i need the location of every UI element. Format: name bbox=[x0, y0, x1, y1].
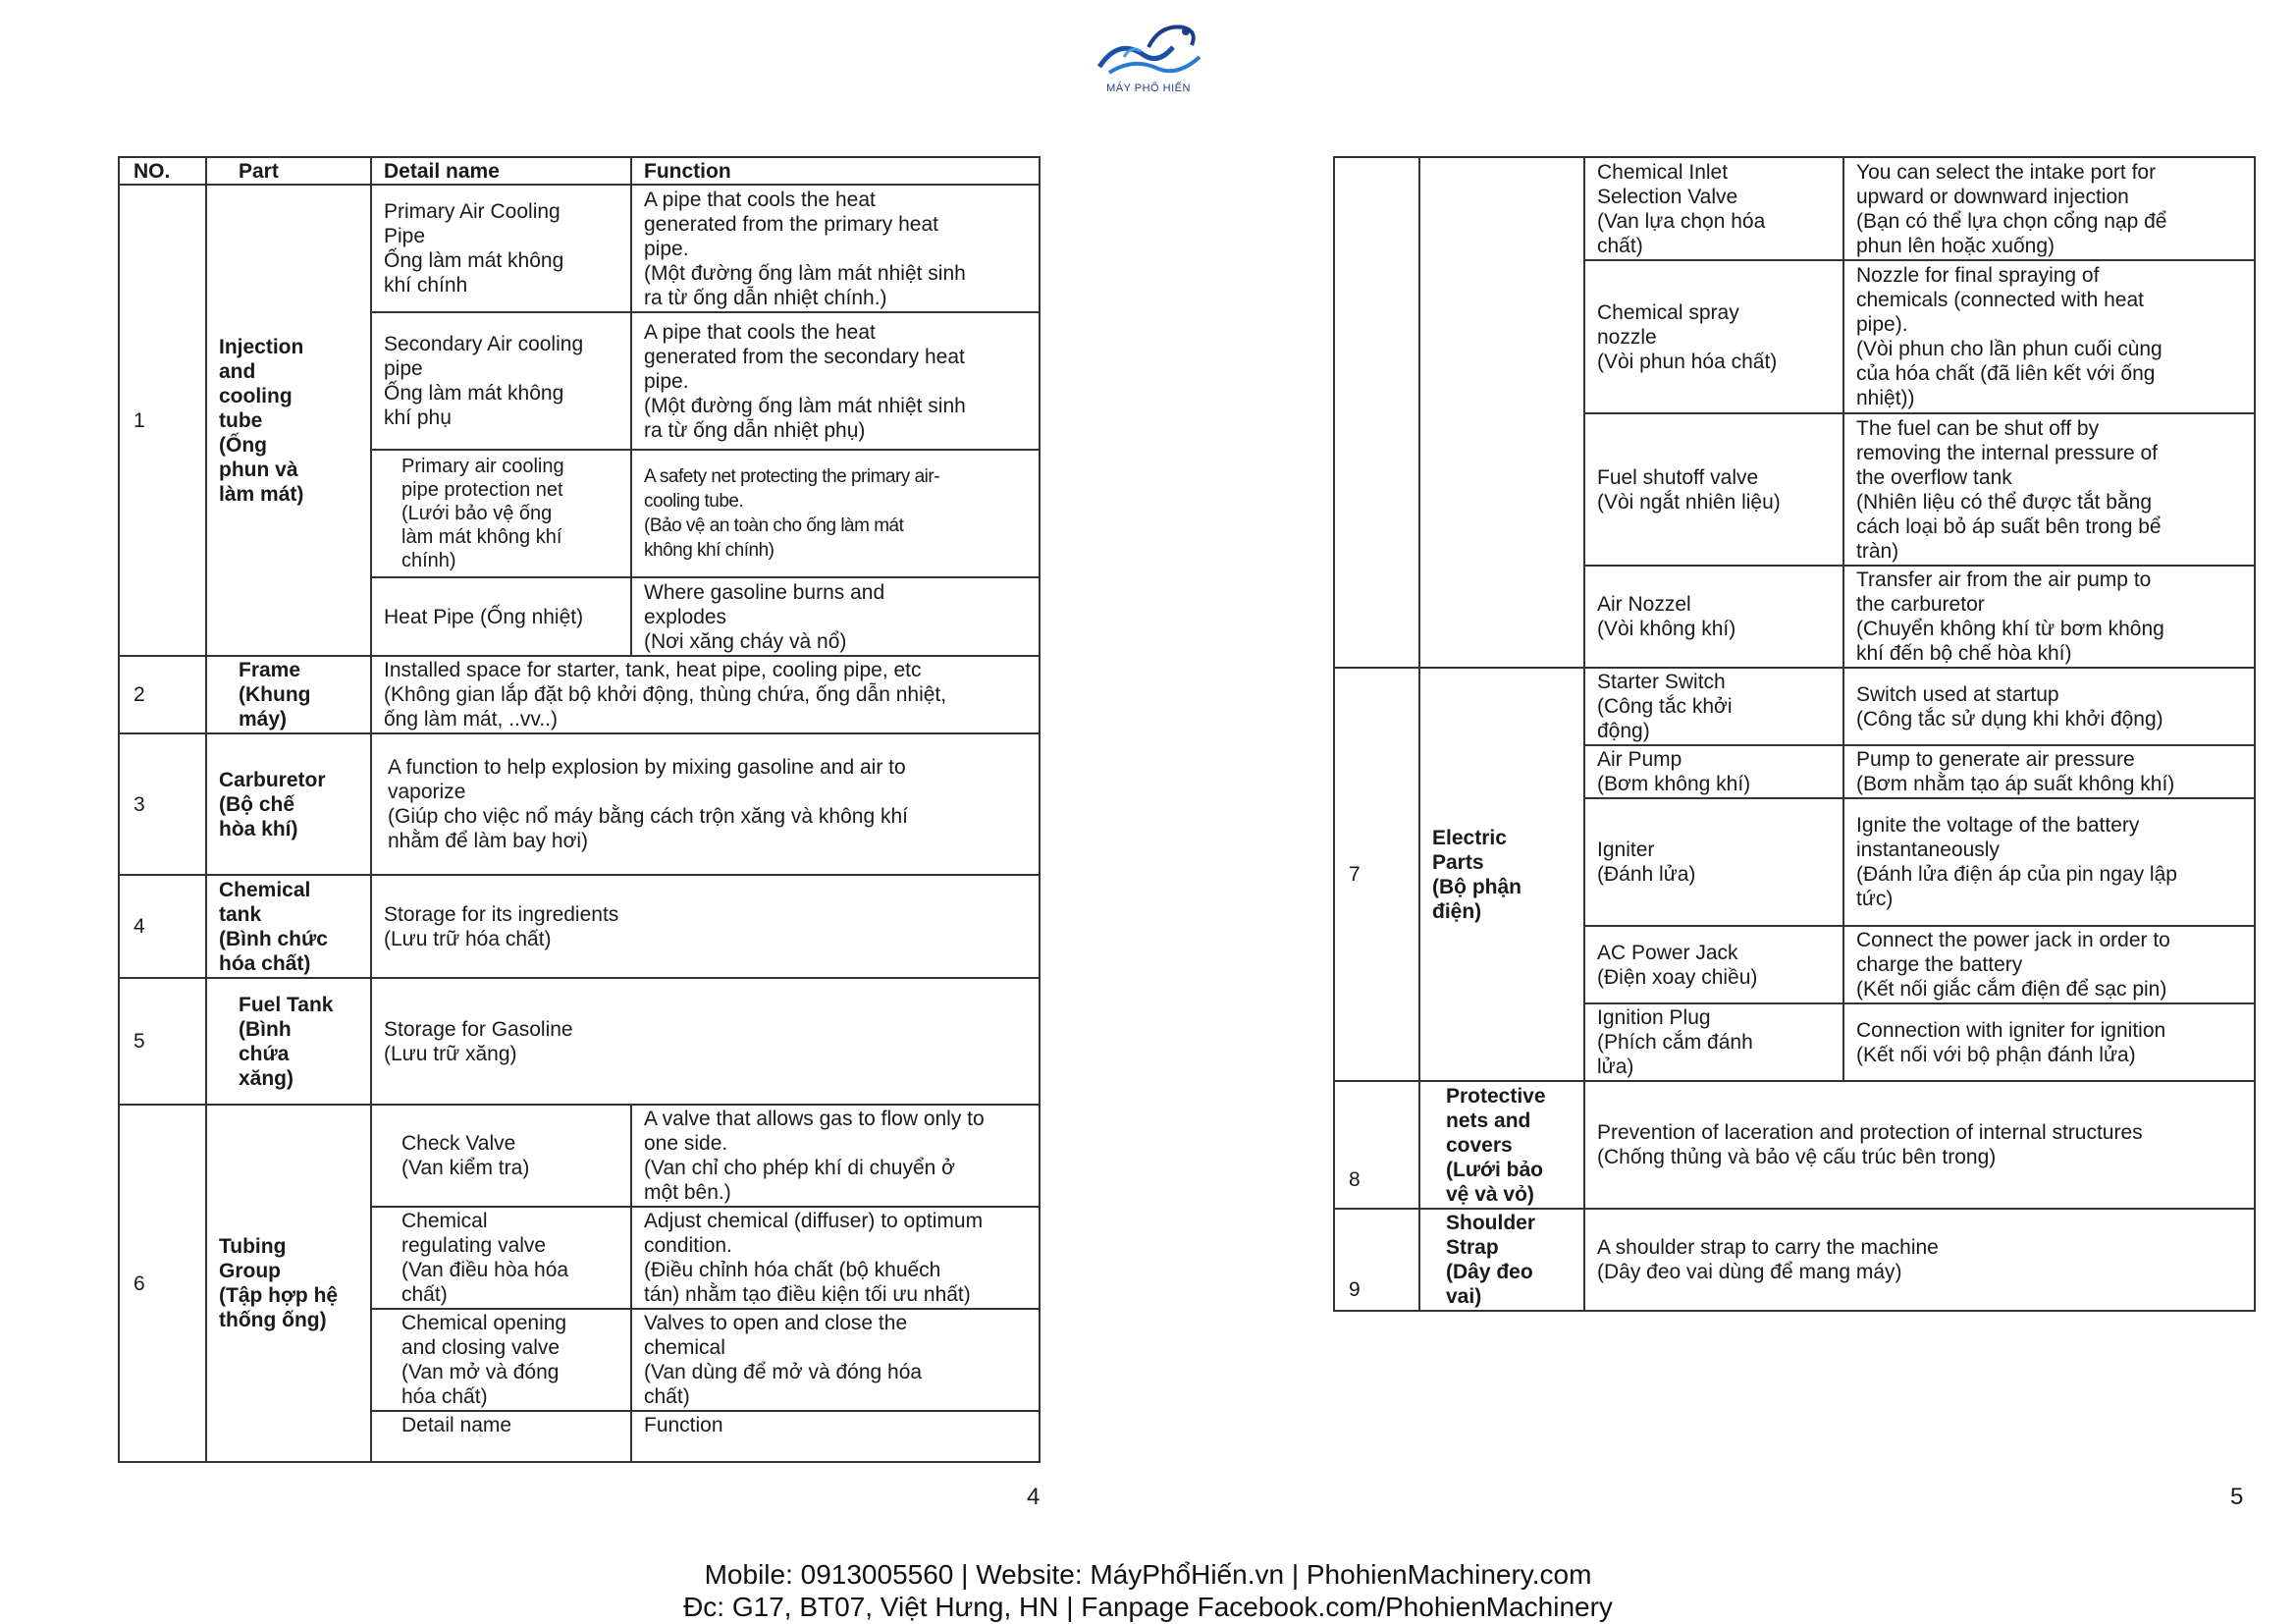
table-row bbox=[119, 733, 1040, 875]
part-name: Injection and cooling tube (Ống phun và làm mát) bbox=[206, 185, 371, 656]
detail-name: Heat Pipe (Ống nhiệt) bbox=[371, 577, 631, 656]
detail-name: Primary air cooling pipe protection net (Lưới bảo vệ ống làm mát không khí chính) bbox=[371, 450, 631, 577]
description-text: A shoulder strap to carry the machine (Dây đeo vai dùng để mang máy) bbox=[1584, 1209, 2255, 1311]
detail-name: Chemical opening and closing valve (Van mở và đóng hóa chất) bbox=[371, 1309, 631, 1411]
header-part: Part bbox=[206, 157, 371, 185]
part-name: Fuel Tank (Bình chứa xăng) bbox=[206, 978, 371, 1105]
function-text: Function bbox=[631, 1411, 1040, 1462]
row-number: 1 bbox=[119, 185, 206, 656]
part-name: Chemical tank (Bình chức hóa chất) bbox=[206, 875, 371, 978]
detail-name: Primary Air Cooling Pipe Ống làm mát không khí chính bbox=[371, 185, 631, 312]
row-number: 5 bbox=[119, 978, 206, 1105]
function-text: Ignite the voltage of the battery instantaneously (Đánh lửa điện áp của pin ngay lập tức) bbox=[1843, 798, 2255, 926]
description-text: A function to help explosion by mixing gasoline and air to vaporize (Giúp cho việc nổ máy bằng cách trộn xăng và không khí nhằm để làm bay hơi) bbox=[371, 733, 1040, 875]
table-row bbox=[1334, 1209, 2255, 1311]
function-text: A safety net protecting the primary air- cooling tube. (Bảo vệ an toàn cho ống làm mát không khí chính) bbox=[631, 450, 1040, 577]
header-no: NO. bbox=[119, 157, 206, 185]
parts-table-right bbox=[1333, 156, 2256, 1312]
function-text: A valve that allows gas to flow only to one side. (Van chỉ cho phép khí di chuyển ở một bên.) bbox=[631, 1105, 1040, 1207]
company-logo bbox=[1085, 18, 1212, 100]
row-number: 4 bbox=[119, 875, 206, 978]
row-number: 8 bbox=[1334, 1081, 1419, 1209]
detail-name: Chemical regulating valve (Van điều hòa hóa chất) bbox=[371, 1207, 631, 1309]
part-name: Frame (Khung máy) bbox=[206, 656, 371, 733]
part-name: Protective nets and covers (Lưới bảo vệ và vỏ) bbox=[1419, 1081, 1584, 1209]
detail-name: AC Power Jack (Điện xoay chiều) bbox=[1584, 926, 1843, 1003]
row-number: 2 bbox=[119, 656, 206, 733]
table-row bbox=[119, 1105, 1040, 1207]
description-text: Installed space for starter, tank, heat pipe, cooling pipe, etc (Không gian lắp đặt bộ khởi động, thùng chứa, ống dẫn nhiệt, ống làm mát, ..vv..) bbox=[371, 656, 1040, 733]
detail-name: Check Valve (Van kiểm tra) bbox=[371, 1105, 631, 1207]
function-text: Switch used at startup (Công tắc sử dụng khi khởi động) bbox=[1843, 668, 2255, 745]
function-text: Transfer air from the air pump to the carburetor (Chuyển không khí từ bơm không khí đến bộ chế hòa khí) bbox=[1843, 566, 2255, 668]
detail-name: Air Pump (Bơm không khí) bbox=[1584, 745, 1843, 798]
detail-name: Fuel shutoff valve (Vòi ngắt nhiên liệu) bbox=[1584, 413, 1843, 566]
table-row bbox=[1334, 668, 2255, 745]
header-detail-name: Detail name bbox=[371, 157, 631, 185]
table-header-row bbox=[119, 157, 1040, 185]
part-name: Carburetor (Bộ chế hòa khí) bbox=[206, 733, 371, 875]
function-text: The fuel can be shut off by removing the internal pressure of the overflow tank (Nhiên liệu có thể được tắt bằng cách loại bỏ áp suất bên trong bể tràn) bbox=[1843, 413, 2255, 566]
function-text: Connect the power jack in order to charge the battery (Kết nối giắc cắm điện để sạc pin) bbox=[1843, 926, 2255, 1003]
table-row bbox=[119, 875, 1040, 978]
function-text: Connection with igniter for ignition (Kết nối với bộ phận đánh lửa) bbox=[1843, 1003, 2255, 1081]
function-text: A pipe that cools the heat generated from the secondary heat pipe. (Một đường ống làm mát nhiệt sinh ra từ ống dẫn nhiệt phụ) bbox=[631, 312, 1040, 450]
function-text: Nozzle for final spraying of chemicals (connected with heat pipe). (Vòi phun cho lần phun cuối cùng của hóa chất (đã liên kết với ống nhiệt)) bbox=[1843, 260, 2255, 413]
description-text: Storage for Gasoline (Lưu trữ xăng) bbox=[371, 978, 1040, 1105]
table-row bbox=[119, 978, 1040, 1105]
detail-name: Chemical Inlet Selection Valve (Van lựa chọn hóa chất) bbox=[1584, 157, 1843, 260]
page-number-right: 5 bbox=[2230, 1484, 2244, 1510]
table-row bbox=[119, 185, 1040, 312]
row-number: 6 bbox=[119, 1105, 206, 1462]
parts-table-left bbox=[118, 156, 1041, 1463]
header-function: Function bbox=[631, 157, 1040, 185]
description-text: Prevention of laceration and protection of internal structures (Chống thủng và bảo vệ cấu trúc bên trong) bbox=[1584, 1081, 2255, 1209]
detail-name: Detail name bbox=[371, 1411, 631, 1462]
function-text: A pipe that cools the heat generated from the primary heat pipe. (Một đường ống làm mát nhiệt sinh ra từ ống dẫn nhiệt chính.) bbox=[631, 185, 1040, 312]
table-row bbox=[119, 656, 1040, 733]
footer-address-line: Đc: G17, BT07, Việt Hưng, HN | Fanpage Facebook.com/PhohienMachinery bbox=[683, 1592, 1613, 1622]
part-name: Tubing Group (Tập hợp hệ thống ống) bbox=[206, 1105, 371, 1462]
detail-name: Chemical spray nozzle (Vòi phun hóa chất) bbox=[1584, 260, 1843, 413]
table-row bbox=[1334, 1081, 2255, 1209]
table-row bbox=[1334, 157, 2255, 260]
part-name: Electric Parts (Bộ phận điện) bbox=[1419, 668, 1584, 1081]
footer-contact-line: Mobile: 0913005560 | Website: MáyPhổHiến.vn | PhohienMachinery.com bbox=[704, 1559, 1592, 1590]
part-name-empty bbox=[1419, 157, 1584, 668]
function-text: Pump to generate air pressure (Bơm nhằm tạo áp suất không khí) bbox=[1843, 745, 2255, 798]
logo-wave-icon bbox=[1090, 18, 1207, 81]
detail-name: Secondary Air cooling pipe Ống làm mát không khí phụ bbox=[371, 312, 631, 450]
detail-name: Igniter (Đánh lửa) bbox=[1584, 798, 1843, 926]
description-text: Storage for its ingredients (Lưu trữ hóa chất) bbox=[371, 875, 1040, 978]
logo-text: MÁY PHỔ HIẾN bbox=[1106, 82, 1191, 94]
page-number-left: 4 bbox=[1027, 1484, 1041, 1510]
detail-name: Ignition Plug (Phích cắm đánh lửa) bbox=[1584, 1003, 1843, 1081]
function-text: Valves to open and close the chemical (Van dùng để mở và đóng hóa chất) bbox=[631, 1309, 1040, 1411]
function-text: Where gasoline burns and explodes (Nơi xăng cháy và nổ) bbox=[631, 577, 1040, 656]
row-number: 3 bbox=[119, 733, 206, 875]
function-text: Adjust chemical (diffuser) to optimum condition. (Điều chỉnh hóa chất (bộ khuếch tán) nhằm tạo điều kiện tối ưu nhất) bbox=[631, 1207, 1040, 1309]
detail-name: Starter Switch (Công tắc khởi động) bbox=[1584, 668, 1843, 745]
row-number-empty bbox=[1334, 157, 1419, 668]
row-number: 9 bbox=[1334, 1209, 1419, 1311]
row-number: 7 bbox=[1334, 668, 1419, 1081]
detail-name: Air Nozzel (Vòi không khí) bbox=[1584, 566, 1843, 668]
part-name: Shoulder Strap (Dây đeo vai) bbox=[1419, 1209, 1584, 1311]
function-text: You can select the intake port for upward or downward injection (Bạn có thể lựa chọn cổng nạp để phun lên hoặc xuống) bbox=[1843, 157, 2255, 260]
